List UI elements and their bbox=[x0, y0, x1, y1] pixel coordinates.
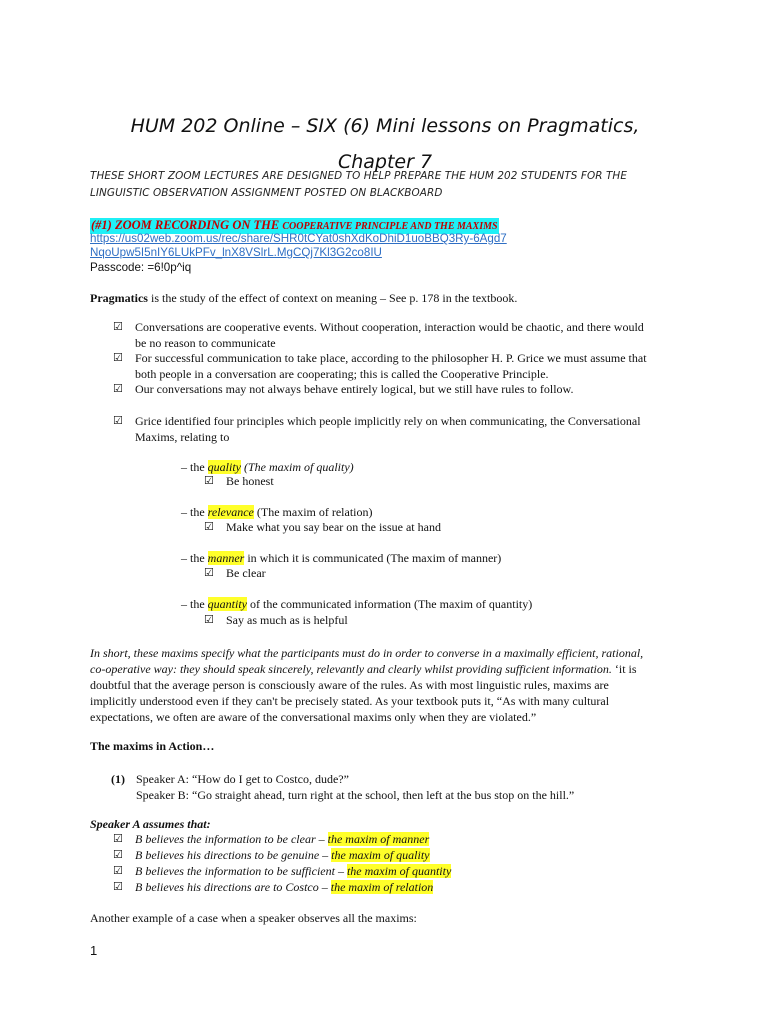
maxim-description: of the communicated information (The maxim of quantity) bbox=[247, 597, 533, 611]
checkbox-icon: ☑ bbox=[113, 382, 123, 395]
maxim-keyword-relevance: relevance bbox=[207, 505, 254, 519]
checkbox-icon: ☑ bbox=[204, 566, 214, 579]
maxim-relevance bbox=[181, 504, 373, 520]
maxim-prefix: – the bbox=[181, 460, 208, 474]
summary-line-1 bbox=[90, 645, 690, 661]
assumption-text: B believes his directions are to Costco – bbox=[135, 880, 331, 894]
example-number: (1) bbox=[111, 772, 125, 786]
summary-line-2-italic: co-operative way: they should speak sincerely, relevantly and clearly whilst providing sufficient information. bbox=[90, 662, 612, 676]
summary-paragraph bbox=[90, 645, 690, 725]
zoom-heading-part-d: THE MAXIMS bbox=[433, 221, 498, 232]
zoom-passcode: Passcode: =6!0p^iq bbox=[90, 261, 192, 274]
assumption-text: B believes the information to be sufficient – bbox=[135, 864, 347, 878]
summary-line-3: doubtful that the average person is consciously aware of the rules. As with most linguistic rules, maxims are bbox=[90, 678, 609, 692]
maxim-manner-rule: Be clear bbox=[226, 566, 266, 580]
checkbox-icon: ☑ bbox=[204, 613, 214, 626]
maxim-relevance-rule: Make what you say bear on the issue at hand bbox=[226, 520, 441, 534]
checkbox-icon: ☑ bbox=[113, 880, 123, 893]
summary-line-5: expectations, we often are aware of the conversational maxims only when they are violated.” bbox=[90, 710, 537, 724]
maxim-prefix: – the bbox=[181, 597, 208, 611]
pragmatics-definition bbox=[90, 290, 517, 306]
bullet-1-line-2: be no reason to communicate bbox=[135, 336, 276, 350]
assumption-4 bbox=[135, 879, 433, 895]
bullet-1-line-1: Conversations are cooperative events. Without cooperation, interaction would be chaotic, and there would bbox=[135, 320, 644, 334]
checkbox-icon: ☑ bbox=[113, 864, 123, 877]
title-line-1: HUM 202 Online – SIX (6) Mini lessons on Pragmatics, bbox=[130, 115, 640, 137]
zoom-heading-part-c: AND bbox=[408, 221, 434, 232]
maxim-description: (The maxim of quality) bbox=[241, 460, 354, 474]
checkbox-icon: ☑ bbox=[113, 848, 123, 861]
maxim-prefix: – the bbox=[181, 551, 208, 565]
summary-line-1-text: In short, these maxims specify what the participants must do in order to converse in a maximally efficient, rational, bbox=[90, 646, 644, 660]
maxim-prefix: – the bbox=[181, 505, 208, 519]
bullet-2-line-1: For successful communication to take place, according to the philosopher H. P. Grice we must assume that bbox=[135, 351, 647, 365]
bullet-4-line-2: Maxims, relating to bbox=[135, 430, 230, 444]
assumption-maxim: the maxim of quantity bbox=[346, 864, 452, 878]
assumption-maxim: the maxim of relation bbox=[330, 880, 434, 894]
maxim-quality-rule: Be honest bbox=[226, 474, 274, 488]
pragmatics-term: Pragmatics bbox=[90, 291, 148, 305]
page-number: 1 bbox=[90, 943, 98, 958]
speaker-b-line: Speaker B: “Go straight ahead, turn right at the school, then left at the bus stop on the hill.” bbox=[136, 788, 575, 802]
checkbox-icon: ☑ bbox=[113, 351, 123, 364]
assumption-text: B believes the information to be clear – bbox=[135, 832, 328, 846]
zoom-recording-link[interactable]: https://us02web.zoom.us/rec/share/SHR0tCYat0shXdKoDhiD1uoBBQ3Ry-6Agd7NqoUpw5I5nIY6LUkPFv_lnX8VSlrL.MgCQj7Kl3G2co8IU bbox=[90, 232, 507, 259]
speaker-a-line: Speaker A: “How do I get to Costco, dude?” bbox=[136, 772, 349, 786]
checkbox-icon: ☑ bbox=[204, 520, 214, 533]
checkbox-icon: ☑ bbox=[113, 320, 123, 333]
assumption-3 bbox=[135, 863, 451, 879]
maxim-keyword-quantity: quantity bbox=[207, 597, 247, 611]
assumption-maxim: the maxim of quality bbox=[331, 848, 430, 862]
checkbox-icon: ☑ bbox=[204, 474, 214, 487]
maxim-keyword-manner: manner bbox=[207, 551, 245, 565]
summary-line-4: implicitly understood even if they can't be precisely stated. As your textbook puts it, “As with many cultural bbox=[90, 694, 610, 708]
summary-line-2 bbox=[90, 661, 690, 677]
title-line-2: Chapter 7 bbox=[337, 151, 433, 173]
bullet-2-line-2: both people in a conversation are cooperating; this is called the Cooperative Principle. bbox=[135, 367, 549, 381]
assumption-2 bbox=[135, 847, 430, 863]
checkbox-icon: ☑ bbox=[113, 832, 123, 845]
another-example-text: Another example of a case when a speaker observes all the maxims: bbox=[90, 911, 417, 925]
maxim-keyword-quality: quality bbox=[207, 460, 241, 474]
pragmatics-definition-text: is the study of the effect of context on meaning – See p. 178 in the textbook. bbox=[147, 291, 518, 305]
maxim-description: in which it is communicated (The maxim of manner) bbox=[244, 551, 502, 565]
bullet-4-line-1: Grice identified four principles which people implicitly rely on when communicating, the Conversational bbox=[135, 414, 641, 428]
assumption-maxim: the maxim of manner bbox=[327, 832, 430, 846]
assumption-1 bbox=[135, 831, 429, 847]
checkbox-icon: ☑ bbox=[113, 414, 123, 427]
maxim-description: (The maxim of relation) bbox=[253, 505, 373, 519]
zoom-heading-part-b: COOPERATIVE PRINCIPLE bbox=[282, 221, 409, 232]
maxims-in-action-heading: The maxims in Action… bbox=[90, 739, 215, 753]
speaker-a-assumes-heading: Speaker A assumes that: bbox=[90, 817, 211, 831]
assumption-text: B believes his directions to be genuine – bbox=[135, 848, 332, 862]
document-subtitle: THESE SHORT ZOOM LECTURES ARE DESIGNED TO HELP PREPARE THE HUM 202 STUDENTS FOR THE LINGUISTIC OBSERVATION ASSIGNMENT POSTED ON BLACKBOARD bbox=[90, 170, 627, 199]
maxim-quantity bbox=[181, 596, 532, 612]
summary-line-2-rest: ‘it is bbox=[611, 662, 637, 676]
zoom-heading-part-a: (#1) ZOOM RECORDING ON THE bbox=[91, 218, 283, 232]
bullet-3-line-1: Our conversations may not always behave entirely logical, but we still have rules to follow. bbox=[135, 382, 574, 396]
maxim-manner bbox=[181, 550, 501, 566]
maxim-quantity-rule: Say as much as is helpful bbox=[226, 613, 348, 627]
